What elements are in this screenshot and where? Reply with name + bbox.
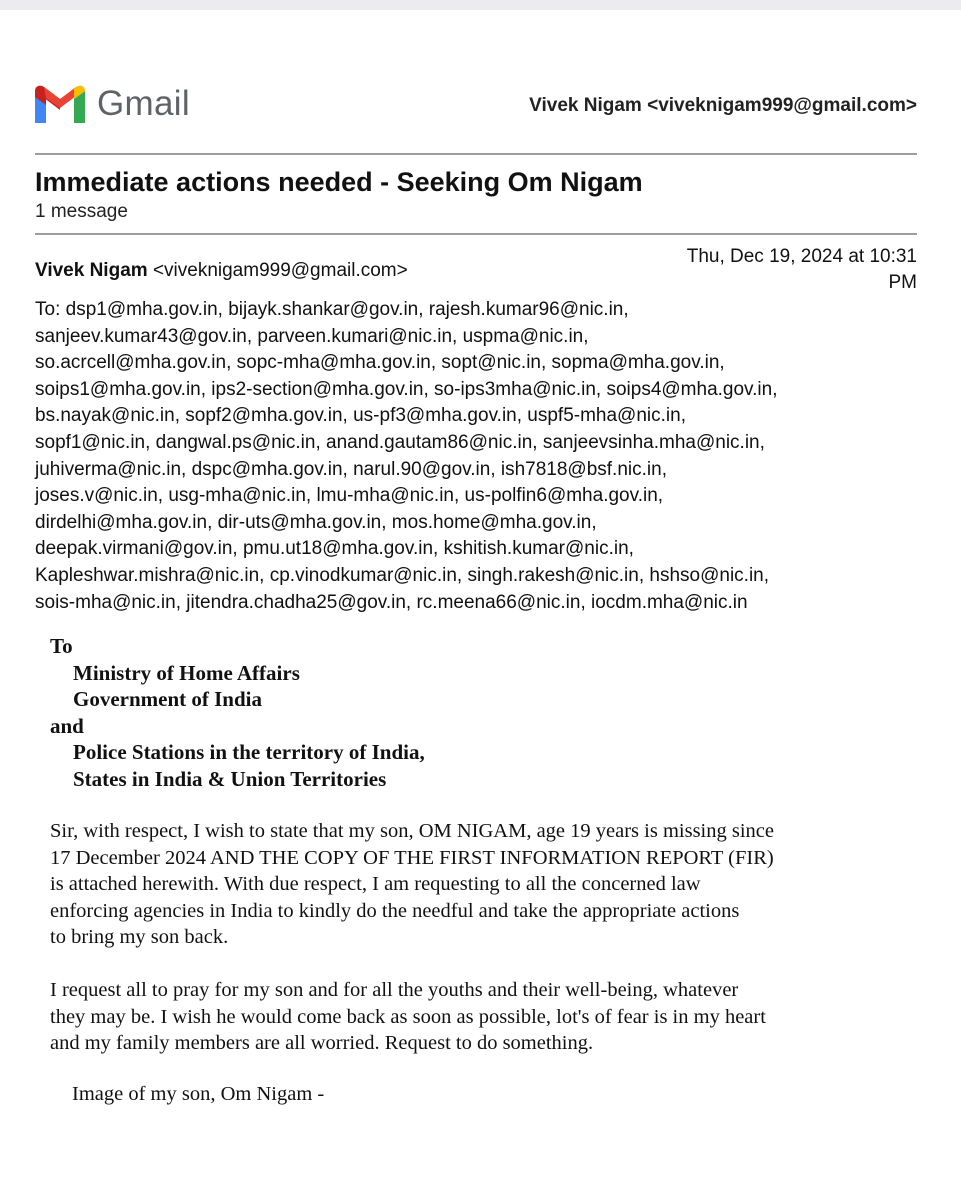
paragraph-line: is attached herewith. With due respect, I am requesting to all the concerned law [50, 873, 701, 895]
top-band [0, 0, 961, 10]
paragraph-line: 17 December 2024 AND THE COPY OF THE FIRST INFORMATION REPORT (FIR) [50, 846, 774, 869]
address-and: and [50, 713, 84, 738]
sender-line [35, 259, 408, 283]
letter-address-block [50, 633, 425, 792]
gmail-wordmark: Gmail [97, 84, 190, 123]
gmail-m-icon [35, 85, 85, 123]
address-line-4: States in India & Union Territories [73, 766, 387, 791]
address-line-1: Ministry of Home Affairs [73, 660, 300, 685]
message-date [617, 244, 917, 296]
paragraph-line: and my family members are all worried. Request to do something. [50, 1032, 594, 1054]
recipients-line: joses.v@nic.in, usg-mha@nic.in, lmu-mha@nic.in, us-polfin6@mha.gov.in, [35, 485, 664, 507]
image-caption: Image of my son, Om Nigam - [72, 1083, 325, 1105]
recipients-line: Kapleshwar.mishra@nic.in, cp.vinodkumar@nic.in, singh.rakesh@nic.in, hshso@nic.in, [35, 564, 770, 586]
thread-subject: Immediate actions needed - Seeking Om Nigam [35, 167, 643, 197]
address-line-3: Police Stations in the territory of India, [73, 740, 425, 764]
recipients-list [35, 297, 925, 616]
paragraph-line: to bring my son back. [50, 926, 229, 948]
message-count: 1 message [35, 201, 128, 222]
recipients-line: so.acrcell@mha.gov.in, sopc-mha@mha.gov.in, sopt@nic.in, sopma@mha.gov.in, [35, 352, 725, 374]
address-line-2: Government of India [73, 687, 262, 711]
header-divider [35, 153, 917, 155]
paragraph-line: Sir, with respect, I wish to state that my son, OM NIGAM, age 19 years is missing since [50, 820, 774, 842]
print-header [35, 84, 917, 126]
recipients-line: juhiverma@nic.in, dspc@mha.gov.in, narul.90@gov.in, ish7818@bsf.nic.in, [35, 458, 667, 480]
recipients-line: sanjeev.kumar43@gov.in, parveen.kumari@nic.in, uspma@nic.in, [35, 325, 589, 347]
recipients-line: dirdelhi@mha.gov.in, dir-uts@mha.gov.in, mos.home@mha.gov.in, [35, 511, 597, 533]
recipients-line: sois-mha@nic.in, jitendra.chadha25@gov.in, rc.meena66@nic.in, iocdm.mha@nic.in [35, 591, 748, 613]
body-paragraph-2 [50, 977, 920, 1057]
account-identity: Vivek Nigam <viveknigam999@gmail.com> [529, 95, 917, 116]
body-paragraph-1 [50, 818, 920, 951]
paragraph-line: they may be. I wish he would come back as soon as possible, lot's of fear is in my heart [50, 1005, 766, 1028]
recipients-line: bs.nayak@nic.in, sopf2@mha.gov.in, us-pf3@mha.gov.in, uspf5-mha@nic.in, [35, 405, 686, 427]
recipients-line: To: dsp1@mha.gov.in, bijayk.shankar@gov.in, rajesh.kumar96@nic.in, [35, 299, 629, 320]
recipients-line: soips1@mha.gov.in, ips2-section@mha.gov.in, so-ips3mha@nic.in, soips4@mha.gov.in, [35, 378, 778, 400]
address-to: To [50, 634, 73, 658]
date-line-1: Thu, Dec 19, 2024 at 10:31 [686, 246, 917, 267]
recipients-line: deepak.virmani@gov.in, pmu.ut18@mha.gov.in, kshitish.kumar@nic.in, [35, 538, 634, 560]
sender-name: Vivek Nigam [35, 260, 148, 281]
date-line-2: PM [888, 272, 917, 293]
subject-divider [35, 233, 917, 235]
sender-email: <viveknigam999@gmail.com> [152, 260, 408, 281]
paragraph-line: enforcing agencies in India to kindly do the needful and take the appropriate actions [50, 899, 740, 922]
paragraph-line: I request all to pray for my son and for all the youths and their well-being, whatever [50, 979, 739, 1001]
recipients-line: sopf1@nic.in, dangwal.ps@nic.in, anand.gautam86@nic.in, sanjeevsinha.mha@nic.in, [35, 431, 765, 453]
